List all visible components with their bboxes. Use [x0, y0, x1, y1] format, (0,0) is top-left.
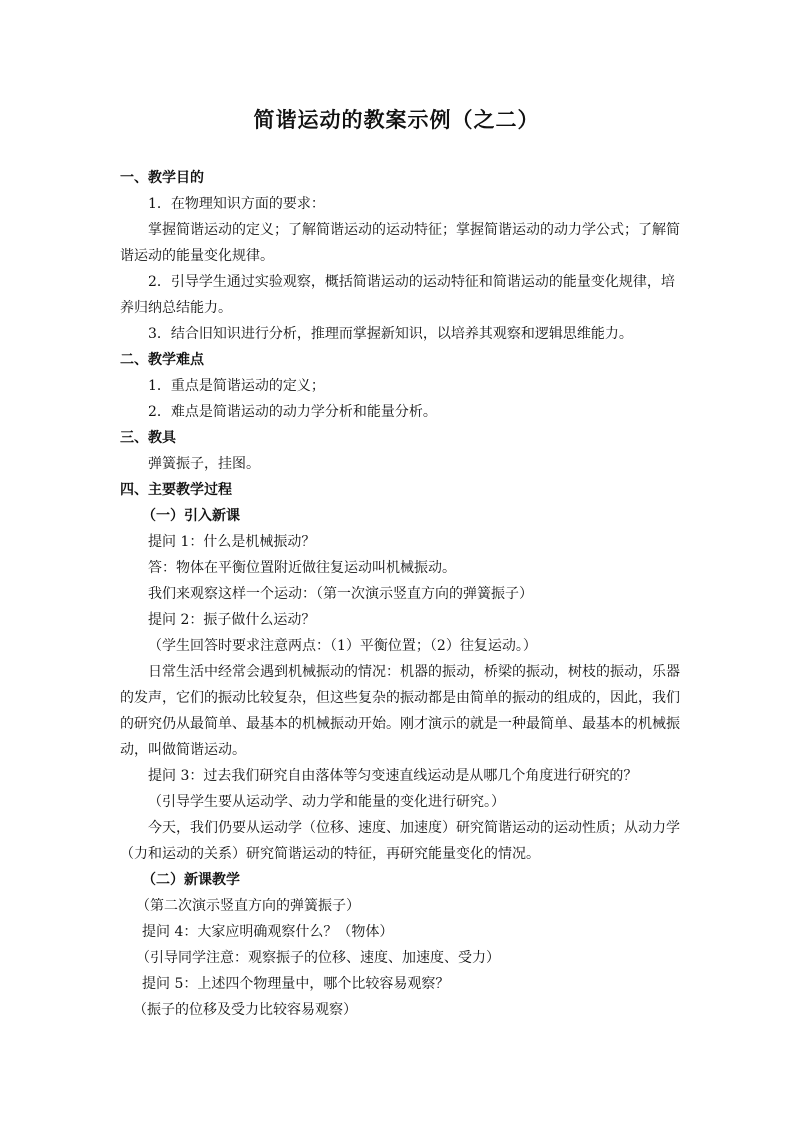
paragraph-line: （引导学生要从运动学、动力学和能量的变化进行研究。） — [148, 794, 505, 810]
paragraph-line: 提问 3：过去我们研究自由落体等匀变速直线运动是从哪几个角度进行研究的？ — [148, 768, 638, 784]
paragraph-line: （第二次演示竖直方向的弹簧振子） — [136, 898, 360, 914]
paragraph-line: 日常生活中经常会遇到机械振动的情况：机器的振动，桥梁的振动，树枝的振动，乐器 — [148, 664, 680, 680]
paragraph-line: 的研究仍从最简单、最基本的机械振动开始。刚才演示的就是一种最简单、最基本的机械振 — [120, 716, 680, 732]
paragraph-line: 今天，我们仍要从运动学（位移、速度、加速度）研究简谐运动的运动性质；从动力学 — [148, 820, 680, 836]
paragraph-line: 2．难点是简谐运动的动力学分析和能量分析。 — [148, 404, 437, 420]
section-heading-teaching-aids: 三、教具 — [120, 430, 176, 446]
paragraph-line: 养归纳总结能力。 — [120, 300, 232, 316]
section-heading-objectives: 一、教学目的 — [120, 170, 204, 186]
paragraph-line: （力和运动的关系）研究简谐运动的特征，再研究能量变化的情况。 — [120, 846, 540, 862]
paragraph-line: 提问 2：振子做什么运动？ — [148, 612, 316, 628]
paragraph-line: （引导同学注意：观察振子的位移、速度、加速度、受力） — [136, 950, 500, 966]
section-heading-process: 四、主要教学过程 — [120, 482, 232, 498]
paragraph-line: 3．结合旧知识进行分析，推理而掌握新知识，以培养其观察和逻辑思维能力。 — [148, 326, 633, 342]
subsection-heading-new-lesson: （二）新课教学 — [142, 872, 240, 888]
section-heading-difficulties: 二、教学难点 — [120, 352, 204, 368]
document-title: 简谐运动的教案示例（之二） — [253, 107, 540, 132]
paragraph-line: 谐运动的能量变化规律。 — [120, 248, 274, 264]
paragraph-line: 弹簧振子，挂图。 — [148, 456, 260, 472]
paragraph-line: 提问 5：上述四个物理量中，哪个比较容易观察？ — [142, 976, 450, 992]
paragraph-line: 2．引导学生通过实验观察，概括简谐运动的运动特征和简谐运动的能量变化规律，培 — [148, 274, 675, 290]
paragraph-line: （学生回答时要求注意两点：（1）平衡位置；（2）往复运动。） — [148, 638, 537, 654]
paragraph-line: （振子的位移及受力比较容易观察） — [133, 1002, 357, 1018]
paragraph-line: 1．在物理知识方面的要求： — [148, 196, 325, 212]
subsection-heading-intro: （一）引入新课 — [142, 508, 240, 524]
paragraph-line: 1．重点是简谐运动的定义； — [148, 378, 325, 394]
paragraph-line: 答：物体在平衡位置附近做往复运动叫机械振动。 — [148, 560, 456, 576]
paragraph-line: 的发声，它们的振动比较复杂，但这些复杂的振动都是由简单的振动的组成的，因此，我们 — [120, 690, 680, 706]
paragraph-line: 我们来观察这样一个运动：（第一次演示竖直方向的弹簧振子） — [148, 586, 533, 602]
paragraph-line: 动，叫做简谐运动。 — [120, 742, 246, 758]
paragraph-line: 提问 4：大家应明确观察什么？（物体） — [142, 924, 394, 940]
paragraph-line: 掌握简谐运动的定义；了解简谐运动的运动特征；掌握简谐运动的动力学公式；了解简 — [148, 222, 680, 238]
paragraph-line: 提问 1：什么是机械振动？ — [148, 534, 316, 550]
